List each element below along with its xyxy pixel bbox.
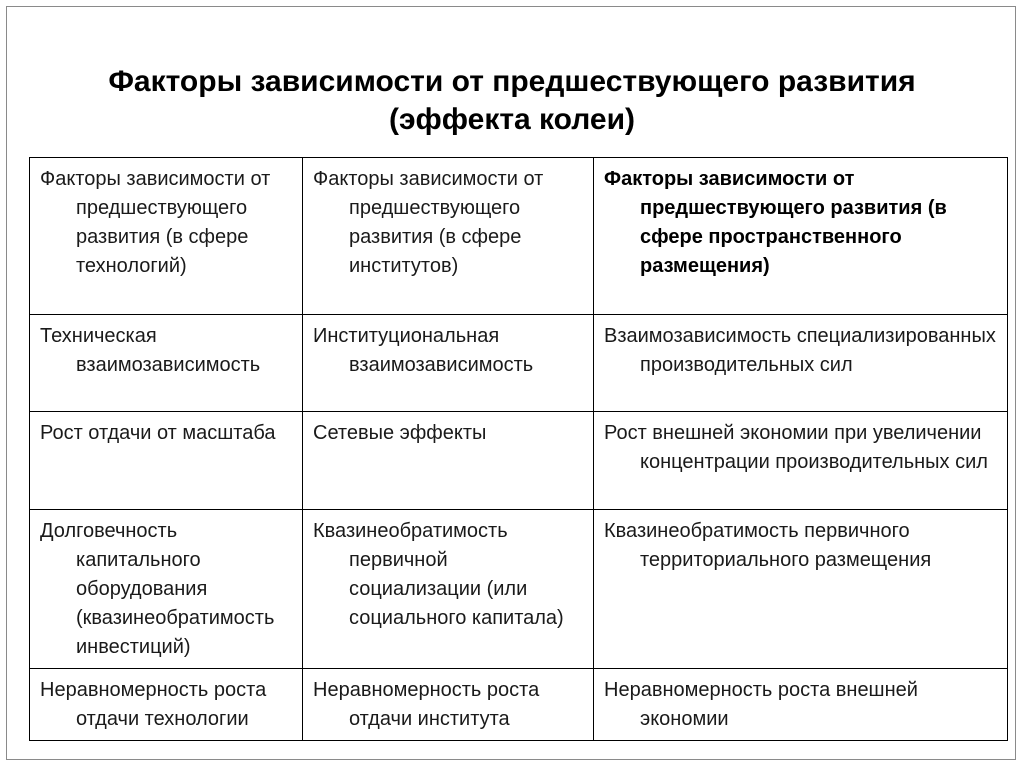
- table-cell: Взаимозависимость специализированных производительных сил: [594, 315, 1008, 412]
- table-cell: Квазинеобратимость первичной социализации (или социального капитала): [303, 510, 594, 669]
- header-cell-technology: Факторы зависимости от предшествующего развития (в сфере технологий): [30, 158, 303, 315]
- title-line-2: (эффекта колеи): [388, 103, 636, 136]
- header-cell-institutions: Факторы зависимости от предшествующего развития (в сфере институтов): [303, 158, 594, 315]
- table-cell: Техническая взаимозависимость: [30, 315, 303, 412]
- table-header-row: [30, 158, 1008, 315]
- table-row: [30, 510, 1008, 669]
- slide-title: [7, 63, 1017, 139]
- table-row: [30, 412, 1008, 510]
- table-cell: Сетевые эффекты: [303, 412, 594, 510]
- table-cell: Рост отдачи от масштаба: [30, 412, 303, 510]
- table-cell: Долговечность капитального оборудования (квазинеобратимость инвестиций): [30, 510, 303, 669]
- table-row: [30, 315, 1008, 412]
- table-cell: Неравномерность роста внешней экономии: [594, 669, 1008, 741]
- table-cell: Институциональная взаимозависимость: [303, 315, 594, 412]
- table-row: [30, 669, 1008, 741]
- table-cell: Рост внешней экономии при увеличении концентрации производительных сил: [594, 412, 1008, 510]
- factors-table: [29, 157, 1008, 741]
- slide: [6, 6, 1016, 760]
- title-line-1: Факторы зависимости от предшествующего развития: [108, 65, 916, 98]
- table-cell: Неравномерность роста отдачи технологии: [30, 669, 303, 741]
- table-cell: Квазинеобратимость первичного территориального размещения: [594, 510, 1008, 669]
- header-cell-spatial: Факторы зависимости от предшествующего развития (в сфере пространственного размещения): [594, 158, 1008, 315]
- table-cell: Неравномерность роста отдачи института: [303, 669, 594, 741]
